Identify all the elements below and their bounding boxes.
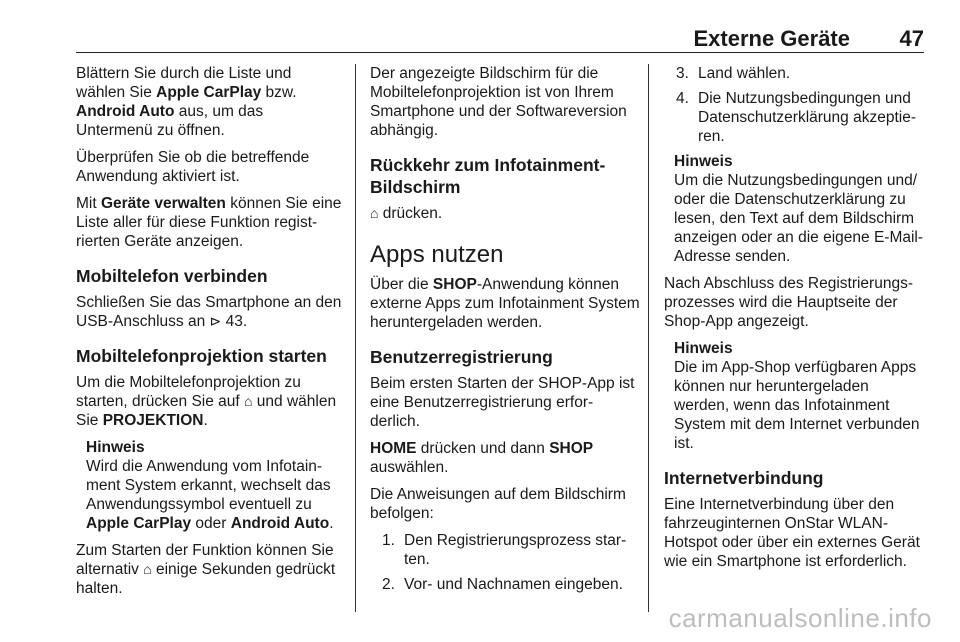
paragraph: Die Anweisungen auf dem Bildschirm befolgen:: [370, 486, 626, 522]
section-heading: Mobiltelefon verbinden: [76, 266, 268, 286]
step-list: [664, 64, 926, 146]
paragraph: Beim ersten Starten der SHOP-App ist eine Benutzerregistrierung erfor-derlich.: [370, 375, 635, 430]
page-ref-icon: ⊳: [209, 313, 222, 329]
column-divider: [355, 64, 356, 612]
home-icon: ⌂: [244, 393, 253, 409]
paragraph: ⌂ drücken.: [370, 205, 443, 222]
section-heading: Benutzerregistrierung: [370, 347, 553, 367]
note: Hinweis Wird die Anwendung vom Infotain-ment System erkannt, wechselt das Anwendungssymbol eventuell zu Apple CarPlay oder Android Auto.: [86, 439, 334, 532]
paragraph: Über die SHOP-Anwendung können externe Apps zum Infotainment System heruntergeladen werden.: [370, 276, 640, 331]
page-title: Externe Geräte: [693, 26, 850, 51]
column-2: [370, 64, 640, 600]
paragraph: Blättern Sie durch die Liste und wählen Sie Apple CarPlay bzw. Android Auto aus, um das Untermenü zu öffnen.: [76, 65, 297, 139]
page-header: [76, 22, 924, 53]
home-icon: ⌂: [143, 561, 152, 577]
paragraph: Eine Internetverbindung über den fahrzeuginternen OnStar WLAN-Hotspot oder über ein externes Gerät wie ein Smartphone ist erforderlich.: [664, 496, 920, 570]
watermark: carmanualsonline.info: [668, 603, 932, 633]
section-heading: Internetverbindung: [664, 468, 824, 488]
chapter-heading: Apps nutzen: [370, 241, 504, 268]
paragraph: Überprüfen Sie ob die betreffende Anwendung aktiviert ist.: [76, 149, 310, 185]
column-divider: [648, 64, 649, 612]
list-item: 2. Vor- und Nachnamen eingeben.: [382, 576, 623, 593]
paragraph: Um die Mobiltelefonprojektion zu starten, drücken Sie auf ⌂ und wählen Sie PROJEKTION.: [76, 374, 337, 429]
home-icon: ⌂: [370, 205, 379, 221]
paragraph: Nach Abschluss des Registrierungs-prozesses wird die Hauptseite der Shop-App angezeigt.: [664, 275, 913, 330]
section-heading: Rückkehr zum Infotainment-Bildschirm: [370, 155, 606, 197]
column-3: [664, 64, 926, 579]
paragraph: Der angezeigte Bildschirm für die Mobiltelefonprojektion ist von Ihrem Smartphone und der Softwareversion abhängig.: [370, 65, 627, 139]
paragraph: Mit Geräte verwalten können Sie eine Liste aller für diese Funktion regist-rierten Geräte anzeigen.: [76, 195, 342, 250]
list-item: 1. Den Registrierungsprozess star-ten.: [382, 532, 627, 568]
section-heading: Mobiltelefonprojektion starten: [76, 346, 327, 366]
note: Hinweis Die im App-Shop verfügbaren Apps können nur heruntergeladen werden, wenn das Infotainment System mit dem Internet verbunden ist.: [674, 340, 920, 452]
list-item: 4. Die Nutzungsbedingungen und Datenschutzerklärung akzeptie-ren.: [676, 90, 916, 145]
paragraph: HOME drücken und dann SHOP auswählen.: [370, 440, 594, 476]
column-1: [76, 64, 344, 606]
page-number: 47: [899, 26, 924, 51]
list-item: 3. Land wählen.: [676, 65, 791, 82]
paragraph: Zum Starten der Funktion können Sie alternativ ⌂ einige Sekunden gedrückt halten.: [76, 542, 336, 597]
step-list: [370, 531, 640, 594]
paragraph: Schließen Sie das Smartphone an den USB-Anschluss an ⊳ 43.: [76, 294, 342, 330]
note: Hinweis Um die Nutzungsbedingungen und/ oder die Datenschutzerklärung zu lesen, den Text auf dem Bildschirm anzeigen oder an die eigene E-Mail-Adresse senden.: [674, 153, 924, 265]
